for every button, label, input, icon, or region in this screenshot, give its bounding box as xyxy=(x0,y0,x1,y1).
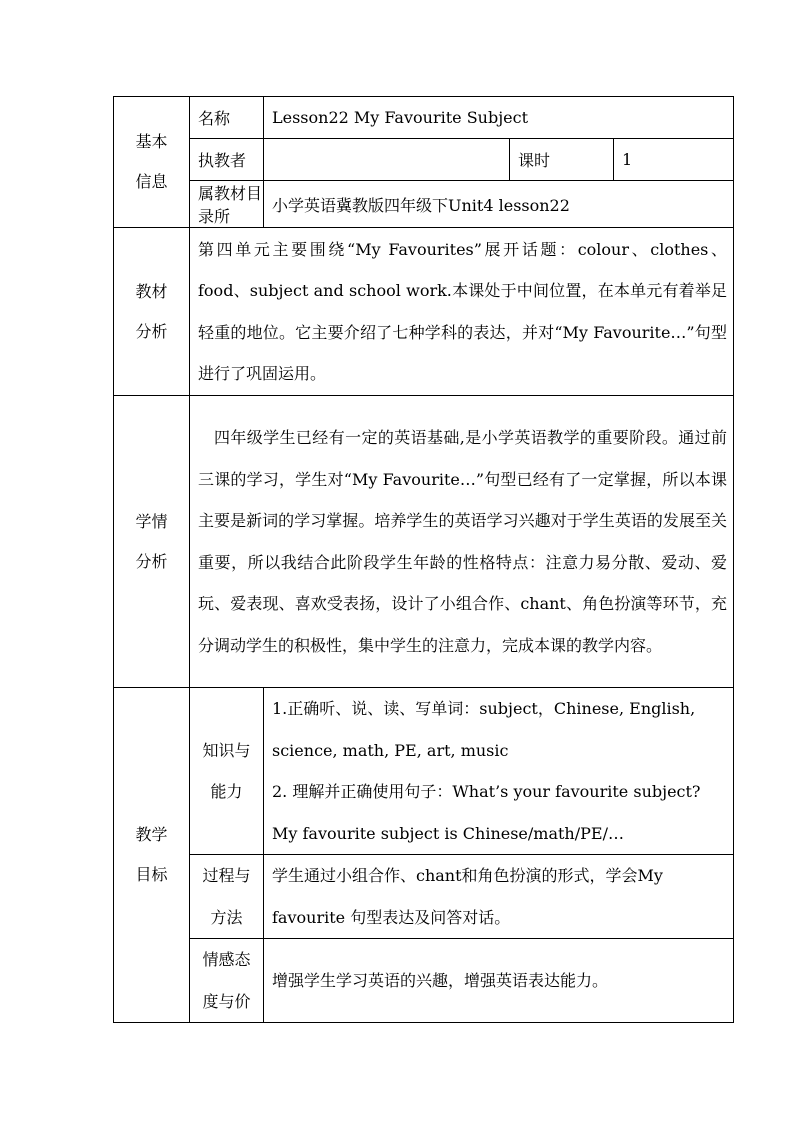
knowledge-label: 知识与 能力 xyxy=(190,688,264,855)
process-text: 学生通过小组合作、chant和角色扮演的形式，学会My favourite 句型表达及问答对话。 xyxy=(264,855,734,939)
row-teacher xyxy=(114,139,734,181)
teacher-value xyxy=(264,139,510,181)
student-analysis-text: 四年级学生已经有一定的英语基础,是小学英语教学的重要阶段。通过前三课的学习，学生对“My Favourite…”句型已经有了一定掌握，所以本课主要是新词的学习掌握。培养学生的英语学习兴趣对于学生英语的发展至关重要，所以我结合此阶段学生年龄的性格特点：注意力易分散、爱动、爱玩、爱表现、喜欢受表扬，设计了小组合作、chant、角色扮演等环节，充分调动学生的积极性，集中学生的注意力，完成本课的教学内容。 xyxy=(190,396,734,688)
row-emotion xyxy=(114,939,734,1023)
period-value: 1 xyxy=(614,139,734,181)
row-student-analysis xyxy=(114,396,734,688)
material-analysis-text: 第四单元主要围绕“My Favourites”展开话题：colour、clothes、food、subject and school work.本课处于中间位置，在本单元有着举足轻重的地位。它主要介绍了七种学科的表达，并对“My Favourite…”句型进行了巩固运用。 xyxy=(190,228,734,396)
category-material-analysis: 教材 分析 xyxy=(114,228,190,396)
knowledge-line-2: 2. 理解并正确使用句子：What’s your favourite subject? My favourite subject is Chinese/math/PE/… xyxy=(272,782,701,843)
category-teaching-goals: 教学 目标 xyxy=(114,688,190,1023)
row-material-analysis xyxy=(114,228,734,396)
textbook-value: 小学英语冀教版四年级下Unit4 lesson22 xyxy=(264,181,734,228)
category-basic-info: 基本 信息 xyxy=(114,97,190,228)
row-knowledge xyxy=(114,688,734,855)
period-label: 课时 xyxy=(510,139,614,181)
name-value: Lesson22 My Favourite Subject xyxy=(264,97,734,139)
row-name xyxy=(114,97,734,139)
teacher-label: 执教者 xyxy=(190,139,264,181)
lesson-plan-table xyxy=(113,96,734,1023)
process-label: 过程与 方法 xyxy=(190,855,264,939)
textbook-label: 属教材目录所 xyxy=(190,181,264,228)
category-student-analysis: 学情 分析 xyxy=(114,396,190,688)
knowledge-text xyxy=(264,688,734,855)
emotion-text: 增强学生学习英语的兴趣，增强英语表达能力。 xyxy=(264,939,734,1023)
row-process xyxy=(114,855,734,939)
emotion-label: 情感态 度与价 xyxy=(190,939,264,1023)
name-label: 名称 xyxy=(190,97,264,139)
row-textbook xyxy=(114,181,734,228)
knowledge-line-1: 1.正确听、说、读、写单词：subject，Chinese, English, science, math, PE, art, music xyxy=(272,699,696,760)
